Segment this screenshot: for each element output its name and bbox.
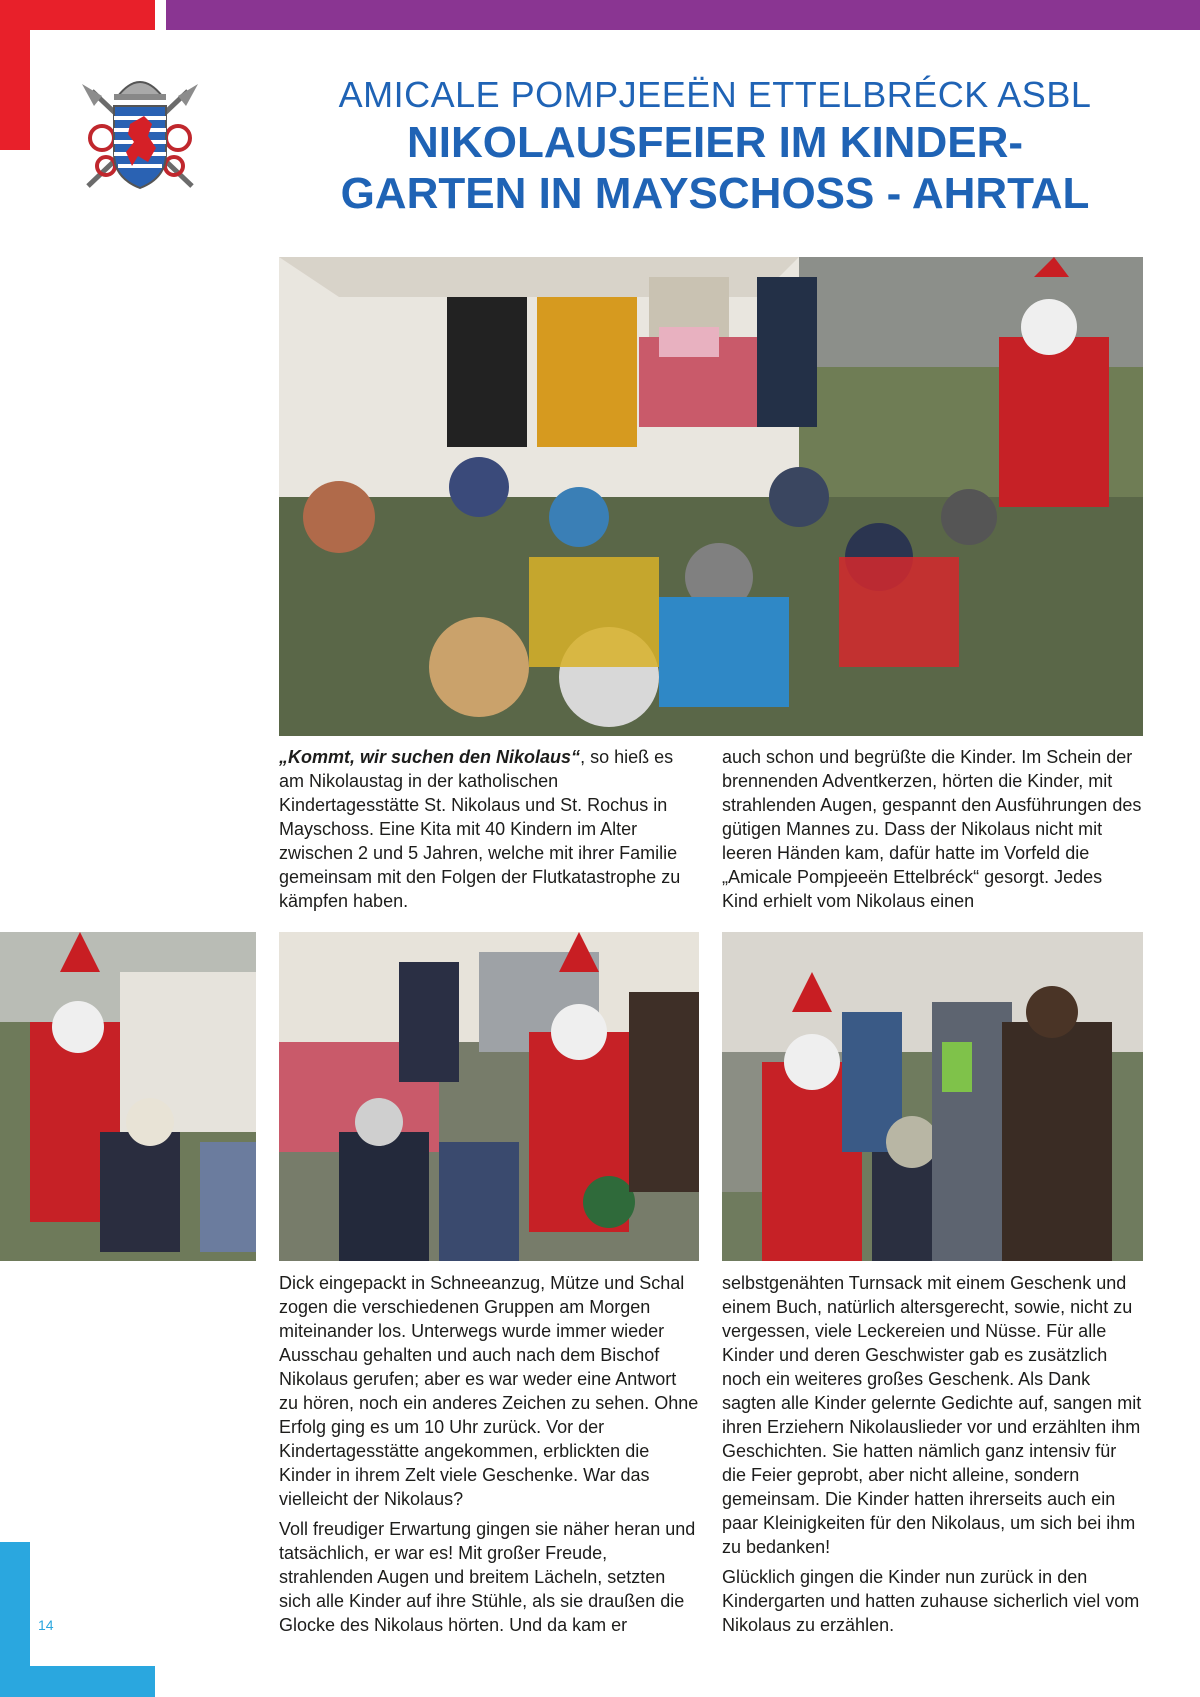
article-paragraph: Voll freudiger Erwartung gingen sie näher heran und tatsächlich, er war es! Mit großer Freude, strahlenden Augen und breitem Lächeln, setzten sich alle Kinder auf ihre Stühle, als sie draußen die Glocke des Nikolaus hörten. Und da kam er (279, 1519, 696, 1635)
page-number: 14 (38, 1617, 54, 1633)
photo-child-receiving-gift (722, 932, 1143, 1261)
article-column-1 (279, 745, 699, 919)
fire-brigade-crest-icon (78, 66, 202, 206)
photo-children-with-nikolaus (279, 257, 1143, 736)
article-paragraph: auch schon und begrüßte die Kinder. Im Schein der brennenden Adventkerzen, hörten die Kinder, mit strahlenden Augen, gespannt den Ausführungen des gütigen Mannes zu. Dass der Nikolaus nicht mit leeren Händen kam, dafür hatte im Vorfeld die „Amicale Pompjeeën Ettelbréck“ gesorgt. Jedes Kind erhielt vom Nikolaus einen (722, 747, 1142, 911)
article-column-2 (722, 745, 1143, 919)
organization-name: AMICALE POMPJEEËN ETTELBRÉCK ASBL (338, 74, 1092, 115)
purple-top-bar (166, 0, 1200, 30)
article-column-3 (279, 1271, 699, 1643)
page-title (250, 117, 1180, 219)
article-column-4 (722, 1271, 1143, 1643)
photo-nikolaus-with-child (0, 932, 256, 1261)
photo-gifts-in-tent (279, 932, 699, 1261)
headline-line-2: GARTEN IN MAYSCHOSS - AHRTAL (340, 169, 1090, 218)
red-top-bar (0, 0, 155, 30)
intro-paragraph (279, 745, 699, 913)
article-paragraph: Glücklich gingen die Kinder nun zurück in den Kindergarten und hatten zuhause sicherlich viel vom Nikolaus zu erzählen. (722, 1567, 1140, 1635)
article-paragraph: Dick eingepackt in Schneeanzug, Mütze und Schal zogen die verschiedenen Gruppen am Morgen miteinander los. Unterwegs wurde immer wieder Ausschau gehalten und auch nach dem Bischof Nikolaus gerufen; aber es war weder eine Antwort zu hören, noch ein anderes Zeichen zu sehen. Ohne Erfolg ging es um 10 Uhr zurück. Vor der Kindertagesstätte angekommen, erblickten die Kinder in ihrem Zelt viele Geschenke. War das vielleicht der Nikolaus? (279, 1273, 699, 1509)
headline-line-1: NIKOLAUSFEIER IM KINDER- (407, 118, 1023, 167)
intro-quote: „Kommt, wir suchen den Nikolaus“ (279, 747, 581, 767)
intro-text: , so hieß es am Nikolaustag in der katholischen Kindertagesstätte St. Nikolaus und St. Rochus in Mayschoss. Eine Kita mit 40 Kindern im Alter zwischen 2 und 5 Jahren, welche mit ihrer Familie gemeinsam mit den Folgen der Flutkatastrophe zu kämpfen haben. (279, 747, 681, 911)
blue-bottom-bar (0, 1666, 155, 1697)
article-paragraph: selbstgenähten Turnsack mit einem Geschenk und einem Buch, natürlich altersgerecht, sowie, nicht zu vergessen, viele Leckereien und Nüsse. Für alle Kinder und deren Geschwister gab es zusätzlich noch ein weiteres großes Geschenk. Als Dank sagten alle Kinder gelernte Gedichte auf, sangen mit ihren Erziehern Nikolauslieder vor und erzählten ihm Geschichten. Sie hatten nämlich ganz intensiv für die Feier geprobt, aber nicht alleine, sondern gemeinsam. Die Kinder hatten ihrerseits auch ein paar Kleinigkeiten für den Nikolaus, um sich bei ihm zu bedanken! (722, 1273, 1142, 1557)
